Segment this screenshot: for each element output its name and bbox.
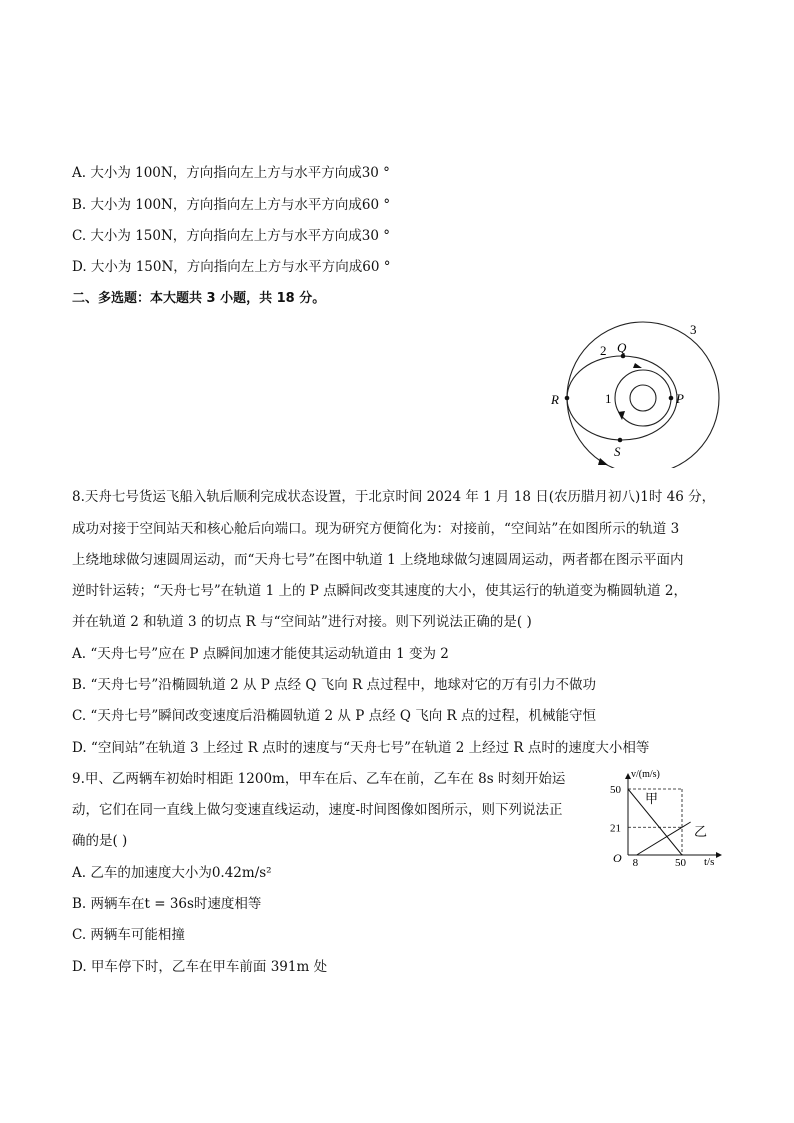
section-heading: 二、多选题：本大题共 3 小题，共 18 分。 (72, 291, 326, 306)
point-r (565, 396, 570, 401)
orbit-figure (540, 318, 730, 468)
q7-option-c: C. 大小为 150N，方向指向左上方与水平方向成30 ° (72, 228, 391, 244)
series-label-2: 乙 (694, 824, 708, 839)
orbit-1-circle (615, 370, 671, 426)
q8-option-c: C. “天舟七号”瞬间改变速度后沿椭圆轨道 2 从 P 点经 Q 飞向 R 点的过程，机械能守恒 (72, 708, 596, 724)
q7-option-a: A. 大小为 100N，方向指向左上方与水平方向成30 ° (72, 165, 390, 181)
q9-stem-line-3: 确的是( ) (72, 833, 128, 849)
q8-stem-line-4: 逆时针运转；“天舟七号”在轨道 1 上的 P 点瞬间改变其速度的大小，使其运行的轨道变为椭圆轨道 2， (72, 583, 688, 599)
q9-option-c: C. 两辆车可能相撞 (72, 927, 185, 943)
q9-stem-line-2: 动，它们在同一直线上做匀变速直线运动，速度-时间图像如图所示，则下列说法正 (72, 802, 563, 818)
y-tick-label: 21 (610, 822, 621, 835)
orbit-2-arrow (633, 363, 642, 368)
y-axis-label: v/(m/s) (631, 769, 660, 780)
p-label: P (676, 391, 684, 406)
orbit-2-label: 2 (600, 343, 607, 358)
q9-option-b: B. 两辆车在t = 36s时速度相等 (72, 896, 262, 912)
series-line-2-extension (682, 822, 691, 827)
point-p (669, 396, 674, 401)
y-tick-label: 50 (610, 784, 621, 796)
x-tick-label: 50 (675, 857, 686, 869)
earth-circle (630, 385, 656, 411)
q8-stem-line-3: 上绕地球做匀速圆周运动，而“天舟七号”在图中轨道 1 上绕地球做匀速圆周运动，两者都在图示平面内 (72, 552, 684, 568)
q8-option-b: B. “天舟七号”沿椭圆轨道 2 从 P 点经 Q 飞向 R 点过程中，地球对它的万有引力不做功 (72, 677, 597, 693)
s-label: S (614, 444, 621, 459)
q9-option-d: D. 甲车停下时，乙车在甲车前面 391m 处 (72, 959, 328, 975)
orbit-3-label: 3 (690, 322, 697, 337)
q7-option-d: D. 大小为 150N，方向指向左上方与水平方向成60 ° (72, 259, 391, 275)
q8-stem-line-2: 成功对接于空间站天和核心舱后向端口。现为研究方便简化为：对接前，“空间站”在如图所示的轨道 3 (72, 521, 680, 537)
x-axis-label: t/s (704, 856, 715, 868)
orbit-2-ellipse (567, 356, 677, 440)
orbit-1-label: 1 (605, 391, 612, 406)
series-label-1: 甲 (645, 791, 659, 806)
x-tick-label: 8 (632, 857, 639, 869)
q9-stem-line-1: 9.甲、乙两辆车初始时相距 1200m，甲车在后、乙车在前，乙车在 8s 时刻开始运 (72, 771, 566, 787)
velocity-time-chart (600, 766, 730, 870)
origin-label: O (613, 851, 622, 865)
orbit-3-circle (567, 322, 719, 468)
q8-stem-line-5: 并在轨道 2 和轨道 3 的切点 R 与“空间站”进行对接。则下列说法正确的是( ) (72, 614, 532, 630)
x-axis-arrow (716, 852, 722, 858)
orbit-3-arrow (598, 458, 608, 465)
point-s (618, 438, 623, 443)
series-line-2 (637, 827, 682, 855)
q8-option-d: D. “空间站”在轨道 3 上经过 R 点时的速度与“天舟七号”在轨道 2 上经过 R 点时的速度大小相等 (72, 740, 650, 756)
q8-option-a: A. “天舟七号”应在 P 点瞬间加速才能使其运动轨道由 1 变为 2 (72, 646, 449, 662)
r-label: R (551, 392, 559, 407)
q7-option-b: B. 大小为 100N，方向指向左上方与水平方向成60 ° (72, 197, 391, 213)
q9-option-a: A. 乙车的加速度大小为0.42m/s² (72, 865, 272, 881)
q-label: Q (617, 340, 627, 355)
q8-stem-line-1: 8.天舟七号货运飞船入轨后顺利完成状态设置，于北京时间 2024 年 1 月 18 日(农历腊月初八)1时 46 分， (72, 489, 716, 505)
